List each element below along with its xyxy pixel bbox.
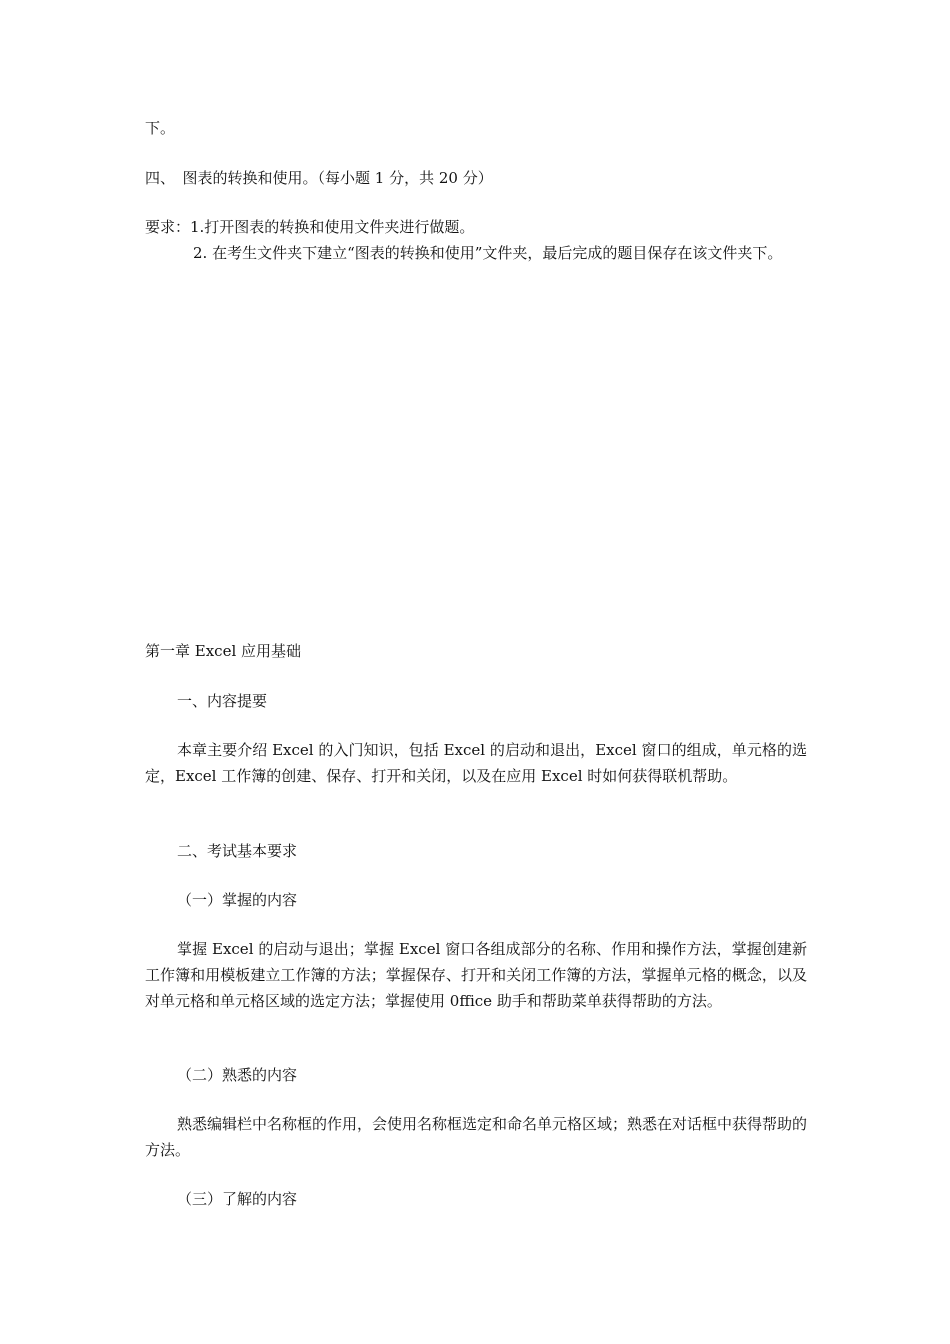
section-four-heading: 四、 图表的转换和使用。（每小题 1 分，共 20 分） [145,169,493,187]
sub-3-heading: （三）了解的内容 [177,1190,298,1208]
requirement-1: 要求：1.打开图表的转换和使用文件夹进行做题。 [145,218,475,236]
sub-1-heading: （一）掌握的内容 [177,891,298,909]
section-2-heading: 二、考试基本要求 [177,842,298,860]
section-1-heading: 一、内容提要 [177,692,268,710]
sub-2-body: 熟悉编辑栏中名称框的作用，会使用名称框选定和命名单元格区域；熟悉在对话框中获得帮助的方法。 [145,1115,808,1159]
carry-over-text: 下。 [145,119,176,137]
section-1-body: 本章主要介绍 Excel 的入门知识，包括 Excel 的启动和退出，Excel 窗口的组成，单元格的选定，Excel 工作簿的创建、保存、打开和关闭，以及在应用 Excel 时如何获得联机帮助。 [145,741,807,785]
sub-2-heading: （二）熟悉的内容 [177,1066,298,1084]
sub-1-body: 掌握 Excel 的启动与退出；掌握 Excel 窗口各组成部分的名称、作用和操作方法，掌握创建新工作簿和用模板建立工作簿的方法；掌握保存、打开和关闭工作簿的方法，掌握单元格的概念，以及对单元格和单元格区域的选定方法；掌握使用 0ffice 助手和帮助菜单获得帮助的方法。 [145,940,807,1010]
chapter-title: 第一章 Excel 应用基础 [145,642,302,660]
requirement-2: 2. 在考生文件夹下建立“图表的转换和使用”文件夹，最后完成的题目保存在该文件夹下。 [193,244,783,262]
